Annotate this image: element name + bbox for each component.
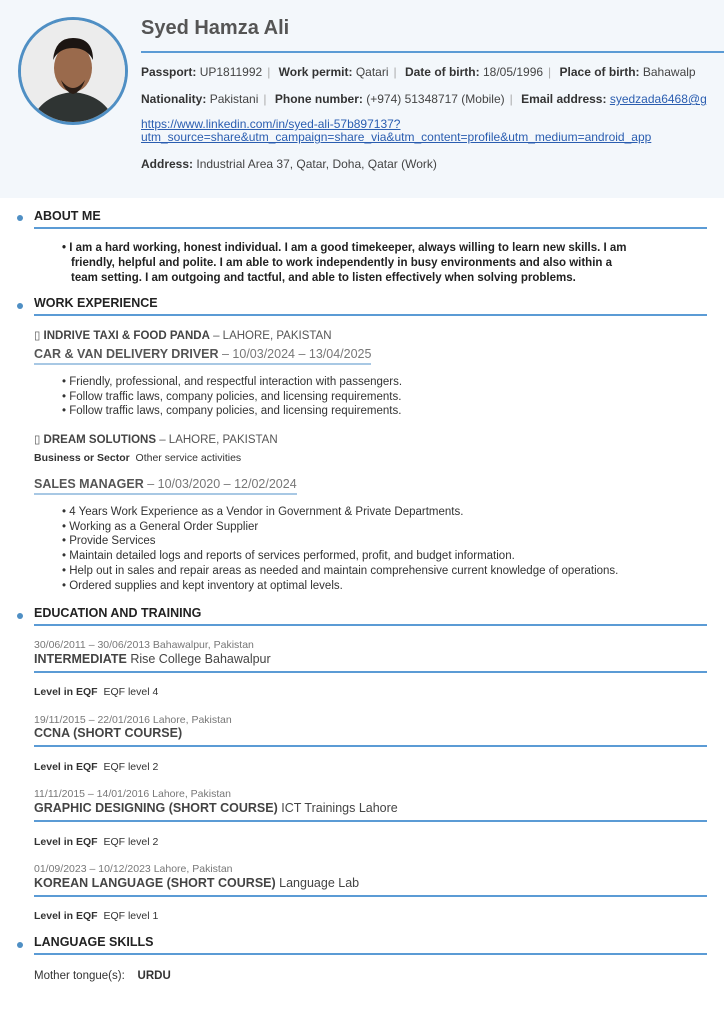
mother-tongue	[34, 970, 171, 982]
dob-value: 18/05/1996	[482, 65, 544, 79]
job-title	[34, 347, 371, 365]
edu-title	[34, 801, 398, 815]
section-bullet-icon	[17, 613, 23, 619]
job-bullets: • Friendly, professional, and respectful interaction with passengers. • Follow traffic laws, company policies, and licensing requirements. • Follow traffic laws, company policies, and licensing requirements.	[62, 376, 403, 418]
linkedin-link[interactable]	[141, 118, 651, 144]
job-bullets: • 4 Years Work Experience as a Vendor in Government & Private Departments. • Working as a General Order Supplier • Provide Services • Maintain detailed logs and reports of services performed, profit, and budget information. • Help out in sales and repair areas as needed and maintain comprehensive current knowledge of operations. • Ordered supplies and kept inventory at optimal levels.	[62, 506, 619, 592]
work-permit-label: Work permit:	[278, 65, 353, 79]
level-value: EQF level 2	[103, 836, 159, 848]
edu-org: Language Lab	[279, 876, 360, 890]
sector-label: Business or Sector	[34, 452, 130, 464]
pob-label: Place of birth:	[559, 65, 640, 79]
dob-label: Date of birth:	[404, 65, 480, 79]
company-location: – LAHORE, PAKISTAN	[213, 330, 332, 342]
edu-divider	[34, 745, 707, 747]
linkedin-line-1[interactable]: https://www.linkedin.com/in/syed-ali-57b897137?	[141, 117, 401, 131]
bullet-item: Friendly, professional, and respectful interaction with passengers.	[69, 376, 403, 388]
level-label: Level in EQF	[34, 761, 98, 773]
mother-tongue-label: Mother tongue(s):	[34, 970, 125, 982]
bullet-item: Follow traffic laws, company policies, and licensing requirements.	[69, 390, 402, 403]
edu-level	[34, 761, 158, 773]
edu-title	[34, 652, 271, 666]
bullet-item: 4 Years Work Experience as a Vendor in Government & Private Departments.	[69, 506, 464, 518]
edu-date: 30/06/2011 – 30/06/2013 Bahawalpur, Pakistan	[34, 639, 254, 651]
edu-divider	[34, 671, 707, 673]
languages-divider	[34, 953, 707, 955]
level-label: Level in EQF	[34, 910, 98, 922]
edu-divider	[34, 895, 707, 897]
edu-date: 19/11/2015 – 22/01/2016 Lahore, Pakistan	[34, 714, 232, 726]
work-divider	[34, 314, 707, 316]
level-label: Level in EQF	[34, 686, 98, 698]
edu-title-text: KOREAN LANGUAGE (SHORT COURSE)	[34, 876, 276, 890]
personal-info-row-2: Nationality: Pakistani | Phone number: (+974) 51348717 (Mobile) | Email address: syedzada6468@g	[141, 92, 707, 106]
passport-value: UP1811992	[199, 65, 263, 79]
job-title-text: CAR & VAN DELIVERY DRIVER	[34, 347, 219, 361]
linkedin-line-2[interactable]: utm_source=share&utm_campaign=share_via&utm_content=profile&utm_medium=android_app	[141, 130, 652, 144]
edu-divider	[34, 820, 707, 822]
bullet-item: Follow traffic laws, company policies, and licensing requirements.	[69, 405, 402, 418]
section-bullet-icon	[17, 942, 23, 948]
level-value: EQF level 4	[103, 686, 159, 698]
passport-label: Passport:	[141, 65, 197, 79]
work-title: WORK EXPERIENCE	[34, 296, 158, 310]
about-line: I am a hard working, honest individual. I am a good timekeeper, always willing to learn new skills. I am	[69, 242, 627, 254]
level-value: EQF level 2	[103, 761, 159, 773]
education-divider	[34, 624, 707, 626]
about-text: • I am a hard working, honest individual. I am a good timekeeper, always willing to learn new skills. I am friendly, helpful and polite. I am able to work independently in busy environments and also within a team setting. I am outgoing and tactful, and able to listen effectively when solving problems.	[62, 242, 627, 284]
company-name: INDRIVE TAXI & FOOD PANDA	[43, 330, 210, 342]
pob-value: Bahawalp	[642, 65, 696, 79]
edu-title-text: INTERMEDIATE	[34, 652, 127, 666]
nationality-value: Pakistani	[209, 92, 259, 106]
mother-tongue-value: URDU	[137, 970, 171, 982]
phone-label: Phone number:	[274, 92, 363, 106]
profile-photo	[18, 17, 128, 125]
personal-info-row-1: Passport: UP1811992 | Work permit: Qatari | Date of birth: 18/05/1996 | Place of birth: Bahawalp	[141, 65, 696, 79]
about-line: friendly, helpful and polite. I am able to work independently in busy environments and also within a	[71, 257, 612, 269]
job-dates: – 10/03/2020 – 12/02/2024	[147, 477, 297, 491]
edu-level	[34, 836, 158, 848]
bullet-item: Ordered supplies and kept inventory at optimal levels.	[69, 579, 343, 592]
section-bullet-icon	[17, 303, 23, 309]
bullet-item: Help out in sales and repair areas as needed and maintain comprehensive current knowledge of operations.	[69, 564, 619, 577]
sector-line	[34, 452, 241, 464]
candidate-name: Syed Hamza Ali	[141, 17, 290, 39]
bullet-item: Provide Services	[69, 535, 156, 548]
job-title-text: SALES MANAGER	[34, 477, 144, 491]
email-label: Email address:	[521, 92, 607, 106]
level-value: EQF level 1	[103, 910, 159, 922]
email-link[interactable]: syedzada6468@g	[609, 92, 707, 106]
building-icon: ▯	[34, 434, 41, 446]
edu-level	[34, 910, 158, 922]
company-location: – LAHORE, PAKISTAN	[159, 434, 278, 446]
company-line	[34, 432, 278, 446]
edu-title-text: GRAPHIC DESIGNING (SHORT COURSE)	[34, 801, 278, 815]
edu-title	[34, 726, 182, 740]
job-dates: – 10/03/2024 – 13/04/2025	[222, 347, 372, 361]
nationality-label: Nationality:	[141, 92, 207, 106]
about-line: team setting. I am outgoing and tactful, and able to listen effectively when solving problems.	[71, 272, 576, 284]
edu-title	[34, 876, 359, 890]
phone-value: (+974) 51348717 (Mobile)	[366, 92, 505, 106]
name-divider	[141, 51, 724, 53]
work-permit-value: Qatari	[355, 65, 389, 79]
job-title	[34, 477, 297, 495]
bullet-item: Maintain detailed logs and reports of services performed, profit, and budget information.	[69, 550, 515, 563]
about-divider	[34, 227, 707, 229]
edu-org: Rise College Bahawalpur	[130, 652, 271, 666]
edu-title-text: CCNA (SHORT COURSE)	[34, 726, 183, 740]
company-name: DREAM SOLUTIONS	[43, 434, 156, 446]
level-label: Level in EQF	[34, 836, 98, 848]
sector-value: Other service activities	[135, 452, 242, 464]
edu-date: 01/09/2023 – 10/12/2023 Lahore, Pakistan	[34, 863, 233, 875]
section-bullet-icon	[17, 215, 23, 221]
about-title: ABOUT ME	[34, 209, 101, 223]
edu-level	[34, 686, 158, 698]
edu-date: 11/11/2015 – 14/01/2016 Lahore, Pakistan	[34, 788, 231, 800]
building-icon: ▯	[34, 330, 41, 342]
education-title: EDUCATION AND TRAINING	[34, 606, 202, 620]
bullet-item: Working as a General Order Supplier	[69, 520, 259, 533]
edu-org: ICT Trainings Lahore	[281, 801, 398, 815]
address-label: Address:	[141, 157, 194, 171]
address-value: Industrial Area 37, Qatar, Doha, Qatar (Work)	[196, 157, 437, 171]
languages-title: LANGUAGE SKILLS	[34, 935, 154, 949]
address	[141, 157, 437, 171]
company-line	[34, 328, 332, 342]
